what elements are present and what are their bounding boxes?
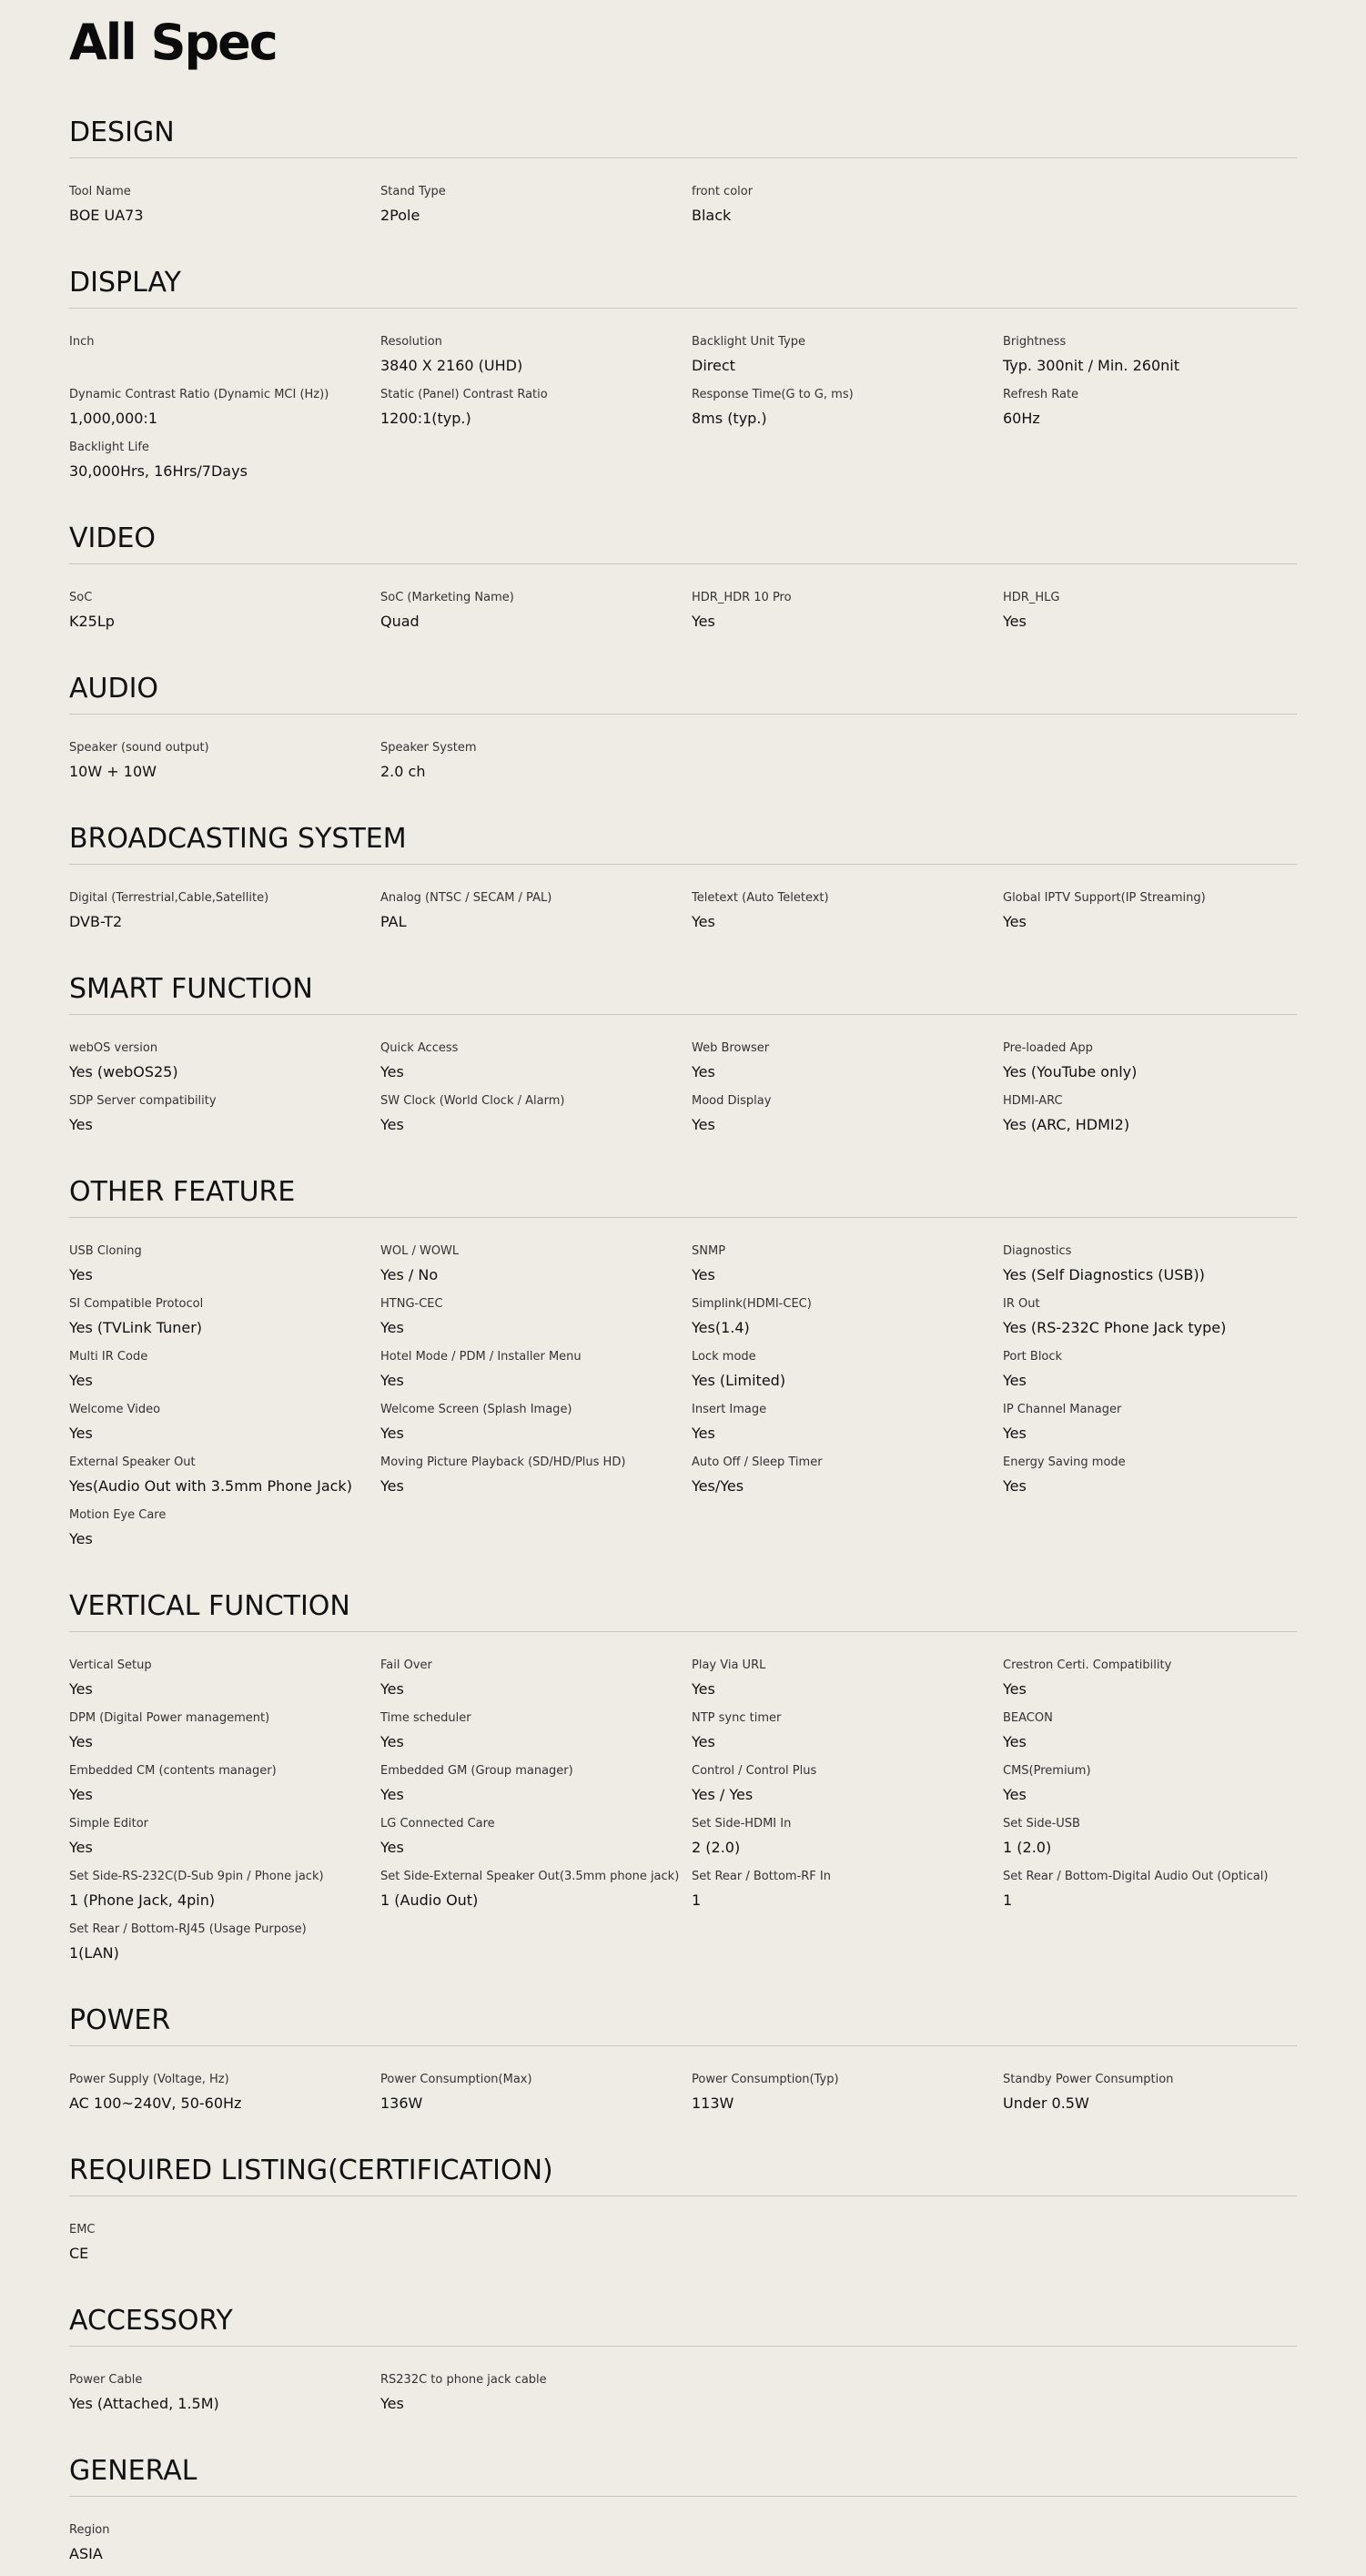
section-header: DISPLAY: [69, 238, 1297, 309]
spec-sections: [69, 87, 1297, 2576]
spec-item: [692, 185, 1003, 238]
spec-section-vertical-function: [69, 1561, 1297, 1975]
spec-label: Simple Editor: [69, 1817, 148, 1831]
spec-label: Standby Power Consumption: [1003, 2073, 1174, 2086]
spec-section-accessory: [69, 2276, 1297, 2426]
spec-label: SW Clock (World Clock / Alarm): [380, 1094, 565, 1108]
spec-label: HDMI-ARC: [1003, 1094, 1063, 1108]
spec-label: Lock mode: [692, 1350, 756, 1364]
spec-item: [692, 1658, 1003, 1711]
spec-item: [69, 1508, 380, 1561]
spec-item: [1003, 2073, 1290, 2125]
spec-item: [1003, 1455, 1290, 1508]
spec-item: [1003, 335, 1290, 388]
spec-item: [692, 1870, 1003, 1922]
spec-item: [692, 1764, 1003, 1817]
spec-item: [69, 2523, 380, 2576]
spec-value: Yes: [692, 613, 715, 630]
spec-label: Backlight Unit Type: [692, 335, 805, 349]
spec-label: Port Block: [1003, 1350, 1063, 1364]
spec-label: Power Cable: [69, 2373, 143, 2387]
spec-label: HTNG-CEC: [380, 1297, 443, 1311]
spec-label: Tool Name: [69, 185, 131, 198]
spec-value: Yes (YouTube only): [1003, 1063, 1138, 1080]
spec-item: [380, 1350, 692, 1403]
spec-value: Yes: [1003, 1477, 1027, 1495]
spec-label: SNMP: [692, 1244, 726, 1258]
spec-item: [1003, 1094, 1290, 1147]
spec-value: 60Hz: [1003, 410, 1040, 427]
spec-value: 1 (Phone Jack, 4pin): [69, 1891, 216, 1909]
spec-item: [380, 1455, 692, 1508]
spec-label: Resolution: [380, 335, 442, 349]
spec-value: Yes: [1003, 1680, 1027, 1698]
spec-item: [69, 185, 380, 238]
spec-label: RS232C to phone jack cable: [380, 2373, 547, 2387]
spec-item: [380, 1817, 692, 1870]
spec-item: [69, 335, 380, 388]
spec-label: Brightness: [1003, 335, 1067, 349]
spec-value: Yes: [380, 1477, 404, 1495]
spec-value: 10W + 10W: [69, 763, 157, 780]
spec-item: [69, 1658, 380, 1711]
spec-value: 2 (2.0): [692, 1839, 741, 1856]
spec-label: Embedded CM (contents manager): [69, 1764, 277, 1778]
spec-item: [69, 1244, 380, 1297]
spec-item: [1003, 891, 1290, 944]
spec-item: [692, 1297, 1003, 1350]
spec-label: Play Via URL: [692, 1658, 766, 1672]
spec-label: Inch: [69, 335, 95, 349]
spec-item: [692, 1041, 1003, 1094]
spec-value: BOE UA73: [69, 207, 144, 224]
spec-label: CMS(Premium): [1003, 1764, 1091, 1778]
spec-item: [380, 335, 692, 388]
spec-grid: [69, 715, 1297, 794]
spec-label: Mood Display: [692, 1094, 772, 1108]
spec-value: K25Lp: [69, 613, 115, 630]
spec-item: [69, 2073, 380, 2125]
spec-label: Set Side-HDMI In: [692, 1817, 792, 1831]
spec-section-audio: [69, 644, 1297, 794]
spec-grid: [69, 2046, 1297, 2125]
spec-value: Yes: [69, 1425, 93, 1442]
spec-value: Yes: [692, 1063, 715, 1080]
spec-item: [380, 1870, 692, 1922]
spec-value: 3840 X 2160 (UHD): [380, 357, 523, 374]
spec-grid: [69, 158, 1297, 238]
spec-item: [69, 1764, 380, 1817]
section-header: BROADCASTING SYSTEM: [69, 794, 1297, 865]
section-header: VIDEO: [69, 493, 1297, 564]
spec-item: [1003, 1658, 1290, 1711]
spec-item: [69, 741, 380, 794]
spec-grid: [69, 1218, 1297, 1561]
spec-item: [69, 1870, 380, 1922]
spec-value: 1,000,000:1: [69, 410, 157, 427]
spec-label: LG Connected Care: [380, 1817, 495, 1831]
page-title: All Spec: [69, 14, 277, 71]
spec-label: HDR_HDR 10 Pro: [692, 591, 792, 604]
spec-value: DVB-T2: [69, 913, 123, 930]
spec-label: External Speaker Out: [69, 1455, 196, 1469]
spec-label: SoC (Marketing Name): [380, 591, 514, 604]
spec-section-design: [69, 87, 1297, 238]
spec-value: Yes: [69, 1372, 93, 1389]
spec-value: Yes: [692, 1116, 715, 1133]
spec-item: [69, 1350, 380, 1403]
spec-label: DPM (Digital Power management): [69, 1711, 270, 1725]
section-header: POWER: [69, 1975, 1297, 2046]
spec-value: Yes: [380, 1680, 404, 1698]
spec-label: Analog (NTSC / SECAM / PAL): [380, 891, 552, 905]
spec-item: [69, 388, 380, 441]
spec-value: 113W: [692, 2094, 734, 2112]
spec-item: [69, 441, 380, 493]
spec-label: Set Side-RS-232C(D-Sub 9pin / Phone jack): [69, 1870, 324, 1883]
spec-value: 1 (2.0): [1003, 1839, 1052, 1856]
spec-label: Insert Image: [692, 1403, 767, 1416]
spec-item: [69, 2373, 380, 2426]
spec-item: [692, 1711, 1003, 1764]
spec-label: Digital (Terrestrial,Cable,Satellite): [69, 891, 269, 905]
spec-label: EMC: [69, 2223, 96, 2236]
spec-value: Yes: [380, 1839, 404, 1856]
spec-item: [69, 1817, 380, 1870]
spec-value: Yes (Attached, 1.5M): [69, 2395, 219, 2412]
spec-label: Quick Access: [380, 1041, 459, 1055]
spec-grid: [69, 2196, 1297, 2276]
spec-label: Set Rear / Bottom-RF In: [692, 1870, 831, 1883]
spec-section-smart-function: [69, 944, 1297, 1147]
spec-item: [1003, 1764, 1290, 1817]
spec-label: BEACON: [1003, 1711, 1053, 1725]
spec-label: NTP sync timer: [692, 1711, 782, 1725]
spec-label: Multi IR Code: [69, 1350, 148, 1364]
spec-value: Yes: [692, 1266, 715, 1283]
spec-label: HDR_HLG: [1003, 591, 1060, 604]
section-header: AUDIO: [69, 644, 1297, 715]
spec-value: Yes (TVLink Tuner): [69, 1319, 203, 1336]
spec-item: [1003, 1244, 1290, 1297]
spec-item: [1003, 1711, 1290, 1764]
spec-label: Motion Eye Care: [69, 1508, 167, 1522]
section-header: VERTICAL FUNCTION: [69, 1561, 1297, 1632]
spec-label: Speaker System: [380, 741, 477, 755]
spec-value: Quad: [380, 613, 420, 630]
spec-label: Set Rear / Bottom-RJ45 (Usage Purpose): [69, 1922, 307, 1936]
spec-item: [69, 2223, 380, 2276]
spec-item: [69, 1041, 380, 1094]
spec-item: [69, 1455, 380, 1508]
spec-value: Yes: [692, 1733, 715, 1750]
spec-label: Power Consumption(Max): [380, 2073, 532, 2086]
spec-label: Fail Over: [380, 1658, 432, 1672]
spec-value: 8ms (typ.): [692, 410, 767, 427]
spec-value: Yes: [692, 913, 715, 930]
spec-value: Yes: [380, 1425, 404, 1442]
spec-item: [380, 2073, 692, 2125]
spec-value: Yes: [380, 1786, 404, 1803]
spec-label: Welcome Video: [69, 1403, 161, 1416]
spec-label: Control / Control Plus: [692, 1764, 817, 1778]
spec-grid: [69, 1015, 1297, 1147]
spec-label: Vertical Setup: [69, 1658, 152, 1672]
spec-value: Yes: [69, 1530, 93, 1547]
spec-label: SDP Server compatibility: [69, 1094, 217, 1108]
spec-item: [380, 891, 692, 944]
spec-label: Teletext (Auto Teletext): [692, 891, 829, 905]
spec-item: [380, 741, 692, 794]
spec-item: [69, 1711, 380, 1764]
spec-value: Yes (webOS25): [69, 1063, 178, 1080]
spec-label: Web Browser: [692, 1041, 770, 1055]
spec-value: Yes: [692, 1680, 715, 1698]
spec-label: Energy Saving mode: [1003, 1455, 1126, 1469]
spec-item: [380, 388, 692, 441]
spec-value: 1200:1(typ.): [380, 410, 471, 427]
spec-label: Set Rear / Bottom-Digital Audio Out (Optical): [1003, 1870, 1269, 1883]
spec-value: 1: [1003, 1891, 1013, 1909]
spec-value: Yes: [380, 2395, 404, 2412]
spec-label: Set Side-USB: [1003, 1817, 1080, 1831]
spec-value: Yes: [380, 1372, 404, 1389]
spec-value: 30,000Hrs, 16Hrs/7Days: [69, 462, 248, 480]
spec-item: [380, 1244, 692, 1297]
spec-value: Yes (ARC, HDMI2): [1003, 1116, 1130, 1133]
spec-label: Welcome Screen (Splash Image): [380, 1403, 572, 1416]
spec-item: [1003, 1870, 1290, 1922]
spec-value: Yes / Yes: [692, 1786, 754, 1803]
spec-item: [1003, 1041, 1290, 1094]
spec-item: [1003, 1297, 1290, 1350]
spec-label: Region: [69, 2523, 110, 2537]
spec-value: Yes: [1003, 613, 1027, 630]
spec-item: [692, 1244, 1003, 1297]
section-header: GENERAL: [69, 2426, 1297, 2497]
spec-label: Power Supply (Voltage, Hz): [69, 2073, 229, 2086]
spec-grid: [69, 1632, 1297, 1975]
spec-value: 136W: [380, 2094, 423, 2112]
spec-label: front color: [692, 185, 754, 198]
spec-label: Embedded GM (Group manager): [380, 1764, 573, 1778]
spec-label: Refresh Rate: [1003, 388, 1079, 401]
spec-value: Yes: [69, 1266, 93, 1283]
section-header: ACCESSORY: [69, 2276, 1297, 2347]
spec-grid: [69, 2497, 1297, 2576]
spec-value: Yes(1.4): [692, 1319, 750, 1336]
spec-value: 2.0 ch: [380, 763, 426, 780]
spec-item: [1003, 388, 1290, 441]
spec-item: [1003, 591, 1290, 644]
spec-section-other-feature: [69, 1147, 1297, 1561]
spec-item: [1003, 1817, 1290, 1870]
spec-value: Yes: [380, 1063, 404, 1080]
spec-value: Yes: [1003, 1733, 1027, 1750]
spec-item: [69, 1094, 380, 1147]
section-header: DESIGN: [69, 87, 1297, 158]
spec-label: WOL / WOWL: [380, 1244, 460, 1258]
spec-item: [380, 2373, 692, 2426]
spec-label: SI Compatible Protocol: [69, 1297, 204, 1311]
spec-value: Black: [692, 207, 732, 224]
spec-section-display: [69, 238, 1297, 493]
spec-label: Backlight Life: [69, 441, 149, 454]
spec-item: [692, 335, 1003, 388]
spec-value: Yes (RS-232C Phone Jack type): [1003, 1319, 1227, 1336]
spec-item: [692, 891, 1003, 944]
section-header: SMART FUNCTION: [69, 944, 1297, 1015]
spec-label: Hotel Mode / PDM / Installer Menu: [380, 1350, 582, 1364]
spec-label: Set Side-External Speaker Out(3.5mm phone jack): [380, 1870, 680, 1883]
spec-value: ASIA: [69, 2545, 103, 2562]
spec-label: Speaker (sound output): [69, 741, 209, 755]
spec-value: CE: [69, 2245, 89, 2262]
spec-item: [69, 591, 380, 644]
spec-grid: [69, 564, 1297, 644]
spec-label: IP Channel Manager: [1003, 1403, 1122, 1416]
spec-item: [380, 185, 692, 238]
spec-value: 2Pole: [380, 207, 420, 224]
spec-item: [692, 1350, 1003, 1403]
spec-item: [692, 591, 1003, 644]
spec-value: PAL: [380, 913, 407, 930]
spec-label: Auto Off / Sleep Timer: [692, 1455, 823, 1469]
spec-label: USB Cloning: [69, 1244, 142, 1258]
spec-label: Power Consumption(Typ): [692, 2073, 839, 2086]
spec-item: [380, 1094, 692, 1147]
spec-item: [692, 388, 1003, 441]
spec-item: [69, 1297, 380, 1350]
spec-value: 1(LAN): [69, 1944, 119, 1962]
spec-item: [692, 1817, 1003, 1870]
spec-label: SoC: [69, 591, 93, 604]
spec-label: Pre-loaded App: [1003, 1041, 1093, 1055]
spec-label: Diagnostics: [1003, 1244, 1072, 1258]
spec-label: Dynamic Contrast Ratio (Dynamic MCI (Hz)): [69, 388, 329, 401]
spec-label: Stand Type: [380, 185, 446, 198]
spec-label: Response Time(G to G, ms): [692, 388, 854, 401]
spec-item: [380, 1658, 692, 1711]
spec-label: Simplink(HDMI-CEC): [692, 1297, 812, 1311]
spec-item: [380, 1711, 692, 1764]
spec-label: Time scheduler: [380, 1711, 471, 1725]
spec-item: [692, 1403, 1003, 1455]
spec-label: Moving Picture Playback (SD/HD/Plus HD): [380, 1455, 626, 1469]
spec-item: [380, 1403, 692, 1455]
spec-value: Yes (Limited): [692, 1372, 786, 1389]
spec-section-power: [69, 1975, 1297, 2125]
spec-value: Yes: [1003, 1425, 1027, 1442]
spec-value: AC 100~240V, 50-60Hz: [69, 2094, 242, 2112]
spec-item: [692, 2073, 1003, 2125]
spec-item: [380, 1041, 692, 1094]
spec-value: Yes: [1003, 913, 1027, 930]
spec-grid: [69, 865, 1297, 944]
spec-section-video: [69, 493, 1297, 644]
spec-item: [692, 1455, 1003, 1508]
spec-value: 1: [692, 1891, 702, 1909]
spec-value: Yes(Audio Out with 3.5mm Phone Jack): [69, 1477, 352, 1495]
spec-label: Crestron Certi. Compatibility: [1003, 1658, 1172, 1672]
spec-item: [1003, 1403, 1290, 1455]
spec-value: Yes: [380, 1733, 404, 1750]
spec-grid: [69, 2347, 1297, 2426]
spec-section-general: [69, 2426, 1297, 2576]
spec-label: IR Out: [1003, 1297, 1040, 1311]
spec-value: Typ. 300nit / Min. 260nit: [1003, 357, 1179, 374]
spec-value: Yes: [69, 1839, 93, 1856]
section-header: REQUIRED LISTING(CERTIFICATION): [69, 2125, 1297, 2196]
spec-value: Yes: [69, 1733, 93, 1750]
spec-value: Yes: [1003, 1786, 1027, 1803]
spec-value: Yes (Self Diagnostics (USB)): [1003, 1266, 1205, 1283]
spec-label: Static (Panel) Contrast Ratio: [380, 388, 548, 401]
spec-value: Yes / No: [380, 1266, 439, 1283]
spec-value: Yes/Yes: [692, 1477, 744, 1495]
spec-value: Under 0.5W: [1003, 2094, 1089, 2112]
spec-label: Global IPTV Support(IP Streaming): [1003, 891, 1206, 905]
spec-value: Yes: [380, 1116, 404, 1133]
spec-value: Yes: [69, 1680, 93, 1698]
spec-value: Yes: [69, 1786, 93, 1803]
spec-item: [69, 891, 380, 944]
spec-item: [69, 1403, 380, 1455]
spec-item: [69, 1922, 380, 1975]
spec-value: Direct: [692, 357, 735, 374]
spec-item: [380, 1297, 692, 1350]
spec-label: webOS version: [69, 1041, 158, 1055]
spec-section-broadcasting-system: [69, 794, 1297, 944]
spec-item: [380, 1764, 692, 1817]
spec-value: Yes: [1003, 1372, 1027, 1389]
spec-item: [692, 1094, 1003, 1147]
spec-value: Yes: [380, 1319, 404, 1336]
section-header: OTHER FEATURE: [69, 1147, 1297, 1218]
spec-item: [380, 591, 692, 644]
spec-grid: [69, 309, 1297, 493]
spec-value: Yes: [692, 1425, 715, 1442]
spec-section-required-listing: [69, 2125, 1297, 2276]
spec-value: Yes: [69, 1116, 93, 1133]
spec-value: 1 (Audio Out): [380, 1891, 479, 1909]
spec-item: [1003, 1350, 1290, 1403]
